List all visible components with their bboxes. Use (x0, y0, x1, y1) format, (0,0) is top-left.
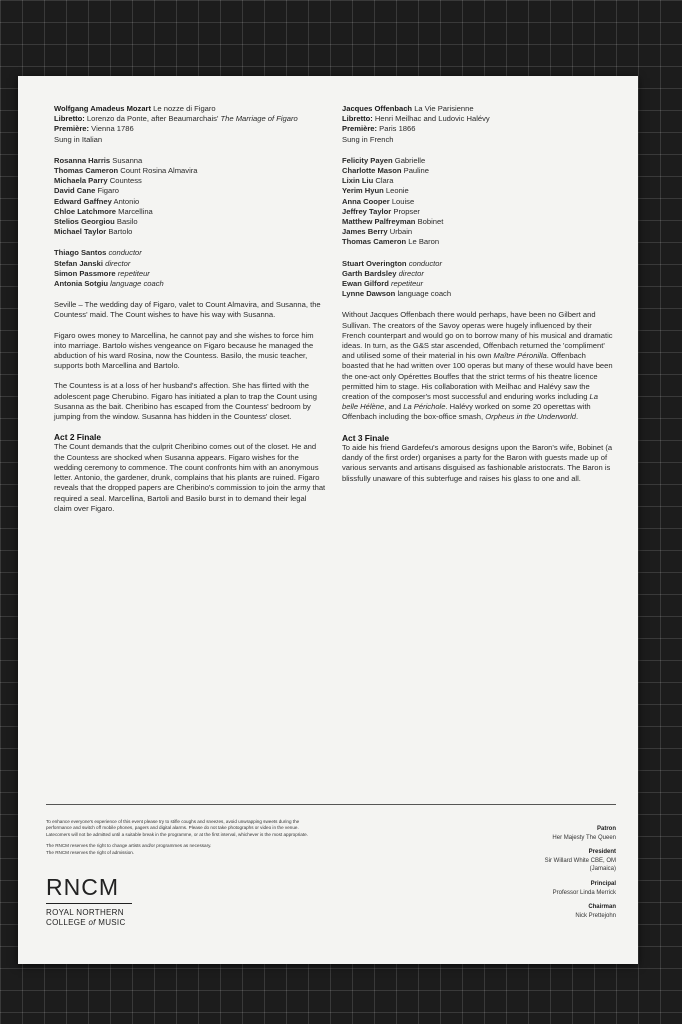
logo-rule (46, 903, 132, 904)
college-officers (545, 825, 616, 920)
officer-name: (Jamaica) (589, 866, 616, 873)
vie-parisienne-column (342, 104, 614, 494)
libretto-label: Libretto: (342, 114, 373, 124)
cast-row: Matthew Palfreyman Bobinet (342, 217, 444, 227)
synopsis-paragraph: Figaro owes money to Marcellina, he cannot pay and she wishes to force him into marriage. Bartolo wishes vengeance on Figaro because he managed the abduction of his ward Rosina, now the Countess. Basilo, the music teacher, supports both Marcellina and Bartolo. (54, 330, 314, 371)
offenbach-cast-list (342, 156, 614, 248)
synopsis-paragraph: Seville – The wedding day of Figaro, valet to Count Almavira, and Susanna, the Countess' maid. The Count wishes to have his way with Susanna. (54, 300, 321, 320)
cast-row: James Berry Urbain (342, 227, 413, 237)
composer: Wolfgang Amadeus Mozart (54, 104, 152, 113)
officer-role: Chairman (588, 904, 616, 911)
offenbach-production-info (342, 104, 614, 145)
team-row: Simon Passmore repetiteur (54, 268, 150, 278)
figaro-cast-list (54, 156, 326, 238)
officer-name: Her Majesty The Queen (552, 834, 616, 841)
sung-language: Sung in Italian (54, 134, 103, 144)
act2-heading: Act 2 Finale (54, 432, 102, 443)
premiere-label: Première: (54, 124, 90, 134)
opera-title: Le nozze di Figaro (153, 104, 216, 113)
team-row: Ewan Gilford repetiteur (342, 279, 424, 289)
libretto-label: Libretto: (54, 114, 85, 124)
figaro-team-list (54, 248, 326, 289)
officer-role: Principal (590, 880, 616, 887)
cast-row: Anna Cooper Louise (342, 196, 415, 206)
act2-text: The Count demands that the culprit Cheribino comes out of the closet. He and the Countess are shocked when Susanna appears. Figaro wishes for the wedding ceremony to commence. The count confronts him with an anonymous letter. Antonio, the gardener, drunk, complains that his plants are ruined. Figaro reveals that the dropped papers are Cheribino's commission to join the army that required a seal. Marcellina, Bartoli and Basilo burst in to demand their legal claim over Figaro. (54, 442, 326, 513)
cast-row: Chloe Latchmore Marcellina (54, 206, 153, 216)
offenbach-intro: Without Jacques Offenbach there would perhaps, have been no Gilbert and Sullivan. The creators of the Savoy operas were hugely influenced by their French counterpart and would go on to borrow many of his musical and dramatic ideas. In turn, as the G&S star ascended, Offenbach returned the 'compliment' and utilised some of their material in his own Maître Péronilla. Offenbach boasted that he had written over 100 operas but many of these would have been the one-act only Opérettes Bouffes that the strict terms of his theatre licence permitted him to stage. His collaboration with Meilhac and Halévy saw the creation of the composer's most successful and enduring works including La belle Hélène, and La Périchole. Halévy worked on some 20 operettas with Offenbach including the box-office smash, Orpheus in the Underworld. (342, 310, 613, 422)
rights-line: The RNCM reserves the right of admission. (46, 849, 135, 855)
cast-row: Charlotte Mason Pauline (342, 166, 429, 176)
cast-row: Felicity Payen Gabrielle (342, 155, 426, 165)
officer-name: Sir Willard White CBE, OM (544, 857, 616, 864)
team-row: Antonia Sotgiu language coach (54, 279, 164, 289)
programme-sheet (18, 76, 638, 964)
rncm-wordmark: RNCM (46, 874, 119, 900)
programme-footer (46, 804, 616, 927)
team-row: Garth Bardsley director (342, 268, 424, 278)
cast-row: Jeffrey Taylor Propser (342, 206, 420, 216)
cast-row: Rosanna Harris Susanna (54, 155, 143, 165)
audience-notice (46, 819, 376, 856)
figaro-column (54, 104, 326, 524)
team-row: Lynne Dawson language coach (342, 289, 452, 299)
libretto: Lorenzo da Ponte, after Beaumarchais' (86, 114, 219, 124)
cast-row: Michaela Parry Countess (54, 176, 142, 186)
officer-name: Nick Prettejohn (575, 912, 616, 919)
cast-row: Stelios Georgiou Basilo (54, 217, 138, 227)
libretto-source: The Marriage of Figaro (220, 114, 298, 124)
composer: Jacques Offenbach (342, 104, 413, 113)
premiere-label: Première: (342, 124, 378, 134)
officer-role: Patron (596, 826, 616, 832)
cast-row: Michael Taylor Bartolo (54, 227, 133, 237)
notice-line: Latecomers will not be admitted until a suitable break in the programme, or at the first interval, whichever is the most appropriate. (46, 831, 308, 837)
officer-role: President (588, 849, 616, 856)
team-row: Thiago Santos conductor (54, 248, 142, 258)
logo-line-2: COLLEGE of MUSIC (46, 917, 126, 927)
cast-row: David Cane Figaro (54, 186, 120, 196)
cast-row: Lixin Liu Clara (342, 176, 394, 186)
opera-title: La Vie Parisienne (414, 104, 474, 113)
libretto: Henri Meilhac and Ludovic Halévy (374, 114, 490, 124)
cast-row: Thomas Cameron Count Rosina Almavira (54, 166, 198, 176)
cast-row: Yerim Hyun Leonie (342, 186, 409, 196)
team-row: Stefan Janski director (54, 258, 131, 268)
cast-row: Edward Gaffney Antonio (54, 196, 140, 206)
logo-line-1: ROYAL NORTHERN (46, 908, 124, 917)
premiere: Vienna 1786 (91, 124, 134, 134)
notice-line: performance and switch off mobile phones, pagers and digital alarms. Please do not take photographs or video in the venue. (46, 825, 299, 831)
sung-language: Sung in French (342, 134, 394, 144)
synopsis-paragraph: The Countess is at a loss of her husband's affection. She has flirted with the adolescent page Cherubino. Figaro has initiated a plan to trap the Count using Susanna as the bait. Cheribino has escaped from the Countess' bedroom by jumping from the window. Susanna has hidden in the Countess' closet. (54, 381, 318, 422)
offenbach-team-list (342, 259, 614, 300)
team-row: Stuart Overington conductor (342, 258, 443, 268)
cast-row: Thomas Cameron Le Baron (342, 237, 440, 247)
notice-line: To enhance everyone's experience of this event please try to stifle coughs and sneezes, avoid unwrapping sweets during the (46, 819, 300, 824)
rights-line: The RNCM reserves the right to change artists and/or programmes as necessary. (46, 843, 212, 849)
premiere: Paris 1866 (379, 124, 416, 134)
officer-name: Professor Linda Merrick (552, 889, 616, 896)
act3-heading: Act 3 Finale (342, 432, 390, 443)
act3-text: To aide his friend Gardefeu's amorous designs upon the Baron's wife, Bobinet (a dandy of the first order) organises a party for the Baron with guests made up of various servants and artisans disguised as fashionable aristocrats. The Baron is blissfully unaware of this subterfuge and raises his glass to one and all. (342, 442, 613, 483)
figaro-production-info (54, 104, 326, 145)
rncm-logo (46, 875, 132, 927)
